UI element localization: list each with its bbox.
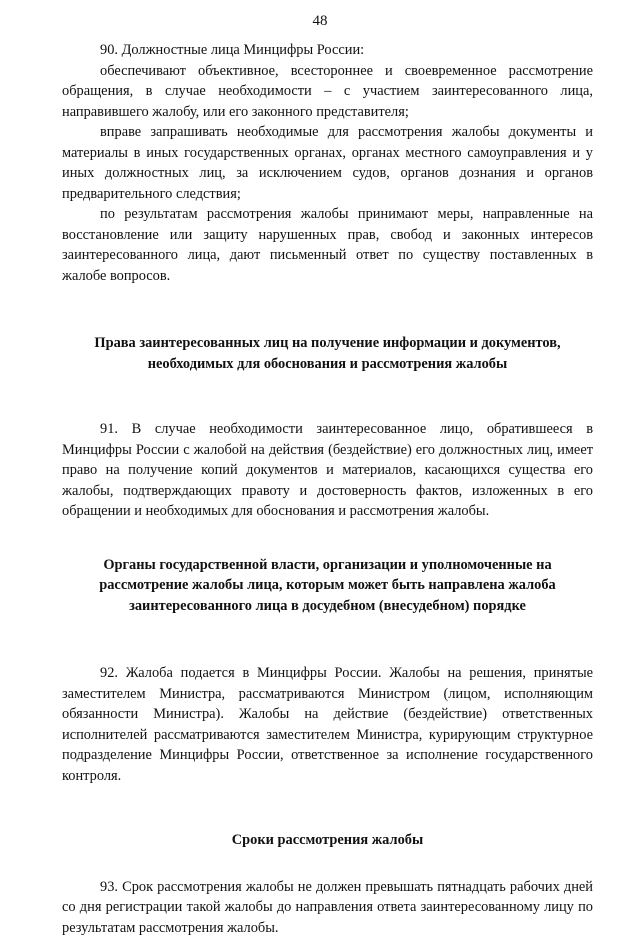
paragraph-90-c: по результатам рассмотрения жалобы принимают меры, направленные на восстановление или защиту нарушенных прав, свобод и законных интересов заинтересованного лица, дают письменный ответ по существу поставленных в жалобе вопросов. — [62, 204, 593, 286]
heading-line: рассмотрение жалобы лица, которым может быть направлена жалоба — [99, 577, 556, 593]
page-number: 48 — [0, 13, 640, 30]
heading-line: Органы государственной власти, организации и уполномоченные на — [103, 557, 551, 573]
paragraph-91: 91. В случае необходимости заинтересованное лицо, обратившееся в Минцифры России с жалобой на действия (бездействие) его должностных лиц, имеет право на получение копий документов и материалов, касающихся существа его жалобы, подтверждающих правоту и достоверность фактов, изложенных в его обращении и необходимых для обоснования и рассмотрения жалобы. — [62, 419, 593, 522]
paragraph-92: 92. Жалоба подается в Минцифры России. Жалобы на решения, принятые заместителем Министра, рассматриваются Министром (лицом, исполняющим обязанности Министра). Жалобы на действие (бездействие) ответственных исполнителей рассматриваются заместителем Министра, курирующим структурное подразделение Минцифры России, ответственное за исполнение государственного контроля. — [62, 663, 593, 786]
document-body — [62, 40, 593, 938]
section-heading-authorities — [62, 555, 593, 617]
paragraph-90-a: обеспечивают объективное, всестороннее и своевременное рассмотрение обращения, в случае необходимости – с участием заинтересованного лица, направившего жалобу, или его законного представителя; — [62, 61, 593, 123]
heading-line: Права заинтересованных лиц на получение информации и документов, — [94, 335, 560, 351]
section-heading-deadlines: Сроки рассмотрения жалобы — [62, 830, 593, 851]
heading-line: необходимых для обоснования и рассмотрения жалобы — [148, 356, 507, 372]
section-heading-rights — [62, 333, 593, 374]
paragraph-90-title: 90. Должностные лица Минцифры России: — [62, 40, 593, 61]
heading-line: заинтересованного лица в досудебном (внесудебном) порядке — [129, 598, 526, 614]
paragraph-90-b: вправе запрашивать необходимые для рассмотрения жалобы документы и материалы в иных государственных органах, органах местного самоуправления и у иных должностных лиц, за исключением судов, органов дознания и органов предварительного следствия; — [62, 122, 593, 204]
paragraph-93: 93. Срок рассмотрения жалобы не должен превышать пятнадцать рабочих дней со дня регистрации такой жалобы до направления ответа заинтересованному лицу по результатам рассмотрения жалобы. — [62, 877, 593, 938]
